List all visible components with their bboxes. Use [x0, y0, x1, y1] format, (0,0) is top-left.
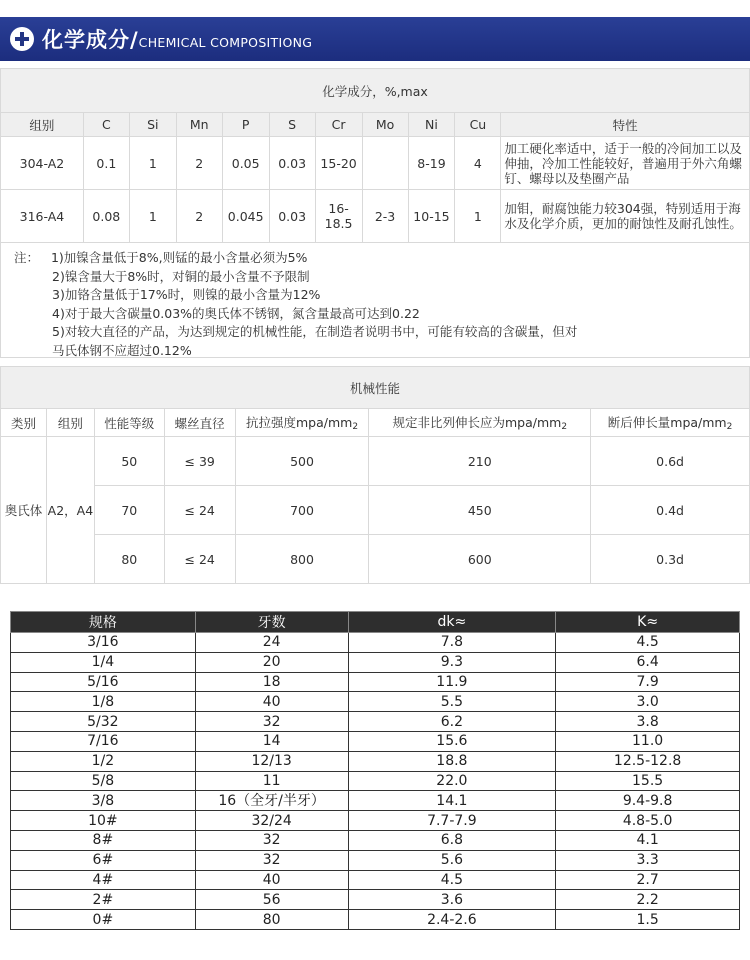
cell-dk: 7.8: [348, 633, 556, 653]
cell-k: 7.9: [556, 672, 740, 692]
cell-spec: 5/8: [11, 771, 196, 791]
cell-ni: 8-19: [408, 137, 455, 190]
header-spec: 规格: [11, 612, 196, 633]
cell-k: 4.5: [556, 633, 740, 653]
note-line: 3)加铬含量低于17%时，则镍的最小含量为12%: [52, 287, 321, 302]
header-elongation: 断后伸长量mpa/$mm_2$: [591, 409, 750, 437]
cell-k: 9.4-9.8: [556, 791, 740, 811]
cell-threads: 14: [195, 731, 348, 751]
cell-elongation: 0.6d: [591, 437, 750, 486]
cell-category: 奥氏体: [1, 437, 47, 584]
notes-block: [0, 242, 750, 358]
table-row: [11, 811, 740, 831]
size-dimension-table: [10, 611, 740, 930]
cell-group: 316-A4: [1, 190, 84, 243]
cell-yield: 210: [369, 437, 591, 486]
table-row: [11, 771, 740, 791]
cell-dk: 7.7-7.9: [348, 811, 556, 831]
note-line: 马氏体钢不应超过0.12%: [52, 342, 192, 358]
cell-k: 12.5-12.8: [556, 751, 740, 771]
table-row: [11, 850, 740, 870]
header-group: 组别: [46, 409, 94, 437]
cell-threads: 40: [195, 692, 348, 712]
banner-title-cn: 化学成分/: [42, 28, 139, 52]
cell-mn: 2: [176, 137, 222, 190]
cell-threads: 32: [195, 830, 348, 850]
cell-threads: 12/13: [195, 751, 348, 771]
cell-s: 0.03: [269, 137, 315, 190]
cell-k: 6.4: [556, 652, 740, 672]
cell-spec: 3/8: [11, 791, 196, 811]
cell-spec: 3/16: [11, 633, 196, 653]
table-row: [11, 890, 740, 910]
cell-spec: 1/8: [11, 692, 196, 712]
table-row: [11, 870, 740, 890]
cell-threads: 32: [195, 850, 348, 870]
cell-elongation: 0.3d: [591, 535, 750, 584]
cell-threads: 32: [195, 712, 348, 732]
header-dk: dk≈: [348, 612, 556, 633]
cell-c: 0.1: [83, 137, 129, 190]
cell-k: 2.2: [556, 890, 740, 910]
table-row: [11, 751, 740, 771]
table-row: [1, 437, 750, 486]
cell-grade: 70: [94, 486, 164, 535]
cell-p: 0.045: [222, 190, 269, 243]
header-cr: Cr: [315, 113, 362, 137]
header-p: P: [222, 113, 269, 137]
cell-dk: 11.9: [348, 672, 556, 692]
table-row: [11, 910, 740, 930]
cell-grade: 50: [94, 437, 164, 486]
cell-si: 1: [129, 137, 176, 190]
header-group: 组别: [1, 113, 84, 137]
cell-cr: 16-18.5: [315, 190, 362, 243]
cell-spec: 10#: [11, 811, 196, 831]
cell-k: 3.3: [556, 850, 740, 870]
header-k: K≈: [556, 612, 740, 633]
cell-spec: 2#: [11, 890, 196, 910]
header-c: C: [83, 113, 129, 137]
cell-diameter: ≤ 24: [164, 486, 235, 535]
cell-group: 304-A2: [1, 137, 84, 190]
cell-tensile: 500: [235, 437, 369, 486]
cell-threads: 80: [195, 910, 348, 930]
cell-cr: 15-20: [315, 137, 362, 190]
cell-spec: 1/2: [11, 751, 196, 771]
cell-spec: 8#: [11, 830, 196, 850]
cell-k: 3.8: [556, 712, 740, 732]
cell-spec: 6#: [11, 850, 196, 870]
cell-mo: [362, 137, 408, 190]
cell-spec: 5/32: [11, 712, 196, 732]
cell-c: 0.08: [83, 190, 129, 243]
cell-grade: 80: [94, 535, 164, 584]
cell-cu: 4: [455, 137, 501, 190]
table-row: [11, 652, 740, 672]
cell-si: 1: [129, 190, 176, 243]
cell-k: 2.7: [556, 870, 740, 890]
cell-spec: 4#: [11, 870, 196, 890]
cell-spec: 5/16: [11, 672, 196, 692]
note-line: 2)镍含量大于8%时，对铜的最小含量不予限制: [52, 268, 310, 284]
table-row: [11, 712, 740, 732]
section-banner: [0, 17, 750, 61]
cell-spec: 0#: [11, 910, 196, 930]
mechanical-title: 机械性能: [1, 367, 750, 409]
cell-spec: 1/4: [11, 652, 196, 672]
cell-threads: 56: [195, 890, 348, 910]
chemical-title: 化学成分，%,max: [1, 69, 750, 113]
mechanical-properties-table: [0, 366, 750, 584]
cell-dk: 6.8: [348, 830, 556, 850]
cell-dk: 9.3: [348, 652, 556, 672]
note-line: 4)对于最大含碳量0.03%的奥氏体不锈钢，氮含量最高可达到0.22: [52, 305, 420, 321]
cell-k: 11.0: [556, 731, 740, 751]
table-row: [11, 692, 740, 712]
cell-k: 3.0: [556, 692, 740, 712]
cell-threads: 20: [195, 652, 348, 672]
cell-cu: 1: [455, 190, 501, 243]
cell-dk: 6.2: [348, 712, 556, 732]
header-mo: Mo: [362, 113, 408, 137]
cell-threads: 32/24: [195, 811, 348, 831]
table-row: [11, 672, 740, 692]
cell-diameter: ≤ 24: [164, 535, 235, 584]
cell-dk: 3.6: [348, 890, 556, 910]
cell-feature: 加钼，耐腐蚀能力较304强，特别适用于海水及化学介质，更加的耐蚀性及耐孔蚀性。: [501, 190, 750, 243]
header-feature: 特性: [501, 113, 750, 137]
cell-threads: 11: [195, 771, 348, 791]
header-yield: 规定非比列伸长应为mpa/$mm_2$: [369, 409, 591, 437]
cell-threads: 24: [195, 633, 348, 653]
cell-dk: 18.8: [348, 751, 556, 771]
cell-tensile: 800: [235, 535, 369, 584]
cell-dk: 4.5: [348, 870, 556, 890]
cell-threads: 16（全牙/半牙）: [195, 791, 348, 811]
cell-threads: 40: [195, 870, 348, 890]
banner-title-en: CHEMICAL COMPOSITIONG: [138, 34, 313, 50]
cell-s: 0.03: [269, 190, 315, 243]
cell-k: 1.5: [556, 910, 740, 930]
cell-dk: 22.0: [348, 771, 556, 791]
header-cu: Cu: [455, 113, 501, 137]
notes-label: 注：: [14, 250, 40, 265]
header-category: 类别: [1, 409, 47, 437]
table-row: [1, 486, 750, 535]
header-si: Si: [129, 113, 176, 137]
table-row: [1, 137, 750, 190]
table-row: [11, 791, 740, 811]
table-row: [11, 731, 740, 751]
table-row: [1, 190, 750, 243]
cell-mn: 2: [176, 190, 222, 243]
cell-k: 4.8-5.0: [556, 811, 740, 831]
header-s: S: [269, 113, 315, 137]
note-line: 5)对较大直径的产品，为达到规定的机械性能，在制造者说明书中，可能有较高的含碳量，但对: [52, 324, 578, 339]
cell-tensile: 700: [235, 486, 369, 535]
header-ni: Ni: [408, 113, 455, 137]
cell-dk: 2.4-2.6: [348, 910, 556, 930]
table-row: [11, 633, 740, 653]
cell-group: A2，A4: [46, 437, 94, 584]
table-row: [1, 535, 750, 584]
header-diameter: 螺丝直径: [164, 409, 235, 437]
cell-p: 0.05: [222, 137, 269, 190]
cell-feature: 加工硬化率适中，适于一般的冷间加工以及伸抽，冷加工性能较好，普遍用于外六角螺钉、螺母以及垫圈产品: [501, 137, 750, 190]
header-grade: 性能等级: [94, 409, 164, 437]
cell-k: 15.5: [556, 771, 740, 791]
cell-dk: 5.6: [348, 850, 556, 870]
cell-threads: 18: [195, 672, 348, 692]
cell-yield: 450: [369, 486, 591, 535]
plus-circle-icon: [10, 27, 34, 51]
cell-spec: 7/16: [11, 731, 196, 751]
cell-ni: 10-15: [408, 190, 455, 243]
cell-dk: 5.5: [348, 692, 556, 712]
chemical-composition-table: [0, 68, 750, 243]
header-threads: 牙数: [195, 612, 348, 633]
cell-diameter: ≤ 39: [164, 437, 235, 486]
note-line: 注： 1)加镍含量低于8%,则锰的最小含量必须为5%: [14, 250, 308, 265]
header-tensile: 抗拉强度mpa/$mm_2$: [235, 409, 369, 437]
header-mn: Mn: [176, 113, 222, 137]
cell-yield: 600: [369, 535, 591, 584]
table-row: [11, 830, 740, 850]
cell-dk: 14.1: [348, 791, 556, 811]
cell-elongation: 0.4d: [591, 486, 750, 535]
cell-dk: 15.6: [348, 731, 556, 751]
cell-k: 4.1: [556, 830, 740, 850]
cell-mo: 2-3: [362, 190, 408, 243]
